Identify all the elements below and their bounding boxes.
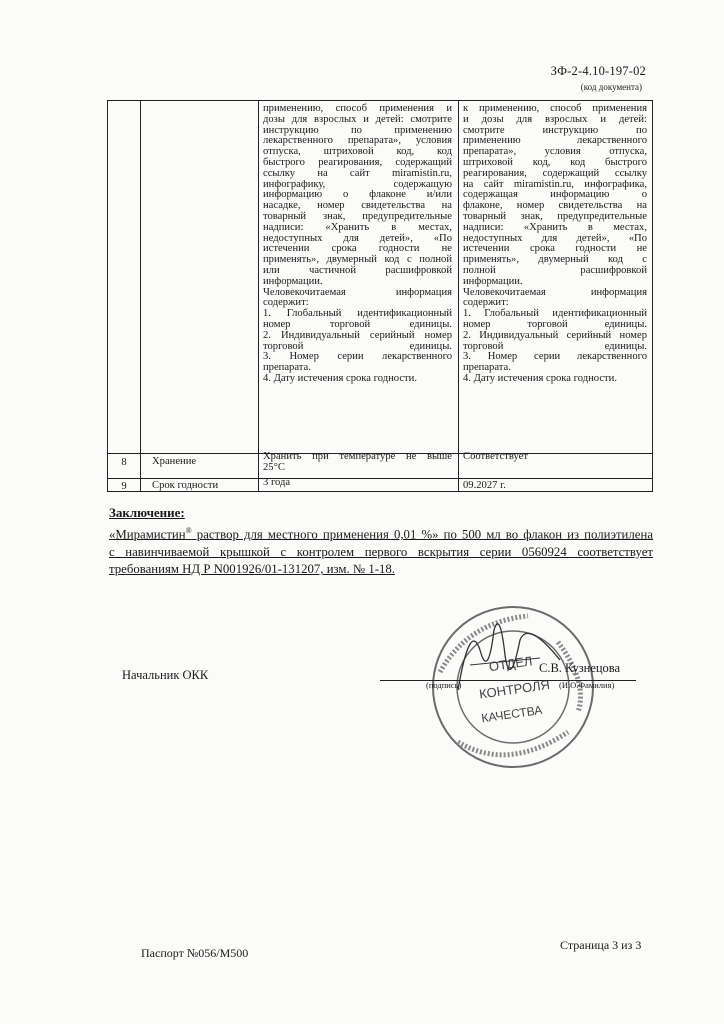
- stamp-line-1: ОТДЕЛ: [487, 653, 534, 675]
- requirement-cell-marking: [263, 104, 452, 385]
- result-text-line: Человекочитаемая информация: [463, 286, 647, 298]
- specification-table: [107, 100, 653, 492]
- requirement-text-line: 2. Индивидуальный серийный номер: [263, 329, 452, 341]
- requirement-text-line: содержит:: [263, 297, 309, 309]
- signature-caption: (подпись): [426, 680, 462, 690]
- requirement-text-line: или частичной расшифровкой: [263, 264, 452, 276]
- requirement-text-line: истечении срока годности не: [263, 243, 452, 255]
- result-text-line: смотрите инструкцию по: [463, 124, 647, 136]
- document-code: ЗФ-2-4.10-197-02: [550, 64, 646, 78]
- result-text-line: недоступных для детей», «По: [463, 232, 647, 244]
- requirement-text-line: лекарственного препарата», условия: [263, 135, 452, 147]
- stamp-line-3: КАЧЕСТВА: [480, 702, 544, 726]
- result-text-line: применению лекарственного: [463, 135, 647, 147]
- row-9-number: 9: [121, 481, 127, 492]
- conclusion-line-1: «Мирамистин® раствор для местного применения 0,01 %» по 500 мл во флакон из полиэтилена: [109, 526, 653, 542]
- requirement-text-line: информацию о флаконе и/или: [263, 189, 452, 201]
- row-8-requirement-line2: 25°С: [263, 461, 285, 473]
- conclusion-title: Заключение:: [109, 505, 185, 520]
- document-code-caption: (код документа): [580, 82, 642, 92]
- requirement-text-line: номер торговой единицы.: [263, 318, 452, 330]
- conclusion-line-2: с навинчиваемой крышкой с контролем первого вскрытия серии 0560924 соответствует: [109, 544, 653, 559]
- result-text-line: флаконе, номер свидетельства на: [463, 200, 647, 212]
- requirement-text-line: быстрого реагирования, содержащий: [263, 156, 452, 168]
- result-text-line: надписи: «Хранить в местах,: [463, 221, 647, 233]
- result-text-line: 1. Глобальный идентификационный: [463, 308, 647, 320]
- conclusion-line-3: требованиям НД Р N001926/01-131207, изм. № 1-18.: [109, 562, 395, 577]
- signer-name: С.В. Кузнецова: [539, 661, 621, 675]
- requirement-text-line: 3. Номер серии лекарственного: [263, 351, 452, 363]
- requirement-text-line: применять», двумерный код с полной: [263, 254, 452, 266]
- requirement-text-line: информации.: [263, 275, 323, 287]
- result-text-line: полной расшифровкой: [463, 264, 647, 276]
- result-text-line: содержащая информацию о: [463, 189, 647, 201]
- page-number: Страница 3 из 3: [560, 938, 642, 952]
- requirement-text-line: инструкцию по применению: [263, 124, 452, 136]
- result-text-line: истечении срока годности не: [463, 243, 647, 255]
- requirement-text-line: 1. Глобальный идентификационный: [263, 308, 452, 320]
- requirement-text-line: дозы для взрослых и детей: смотрите: [263, 113, 452, 125]
- result-text-line: применять», двумерный код с: [463, 254, 647, 266]
- result-text-line: препарата», условия отпуска,: [463, 146, 647, 158]
- result-text-line: и дозы для взрослых и детей:: [463, 113, 647, 125]
- result-text-line: на сайт miramistin.ru, инфографика,: [463, 178, 647, 190]
- result-text-line: штриховой код, код быстрого: [463, 156, 647, 168]
- row-8-result: Соответствует: [463, 451, 529, 462]
- result-text-line: реагирования, содержащий ссылку: [463, 167, 647, 179]
- result-text-line: информации.: [463, 275, 523, 287]
- requirement-text-line: недоступных для детей», «По: [263, 232, 452, 244]
- requirement-text-line: торговой единицы.: [263, 340, 452, 352]
- result-text-line: препарата.: [463, 362, 511, 374]
- stamp-line-2: КОНТРОЛЯ: [478, 676, 551, 702]
- requirement-text-line: Человекочитаемая информация: [263, 286, 452, 298]
- passport-number: Паспорт №056/М500: [141, 946, 249, 960]
- requirement-text-line: применению, способ применения и: [263, 103, 452, 114]
- handwritten-signature-icon: [450, 610, 570, 700]
- result-cell-marking: [463, 104, 647, 385]
- result-text-line: 2. Индивидуальный серийный номер: [463, 329, 647, 341]
- row-9-name: Срок годности: [152, 480, 219, 491]
- requirement-text-line: насадке, номер свидетельства на: [263, 200, 452, 212]
- requirement-text-line: отпуска, штриховой код, код: [263, 146, 452, 158]
- name-caption: (И.О.Фамилия): [559, 680, 615, 690]
- requirement-text-line: ссылку на сайт miramistin.ru,: [263, 167, 452, 179]
- requirement-text-line: инфографику, содержащую: [263, 178, 452, 190]
- requirement-text-line: товарный знак, предупредительные: [263, 210, 452, 222]
- result-text-line: 4. Дату истечения срока годности.: [463, 372, 617, 384]
- requirement-text-line: 4. Дату истечения срока годности.: [263, 372, 417, 384]
- row-9-requirement: 3 года: [263, 477, 291, 488]
- result-text-line: 3. Номер серии лекарственного: [463, 351, 647, 363]
- result-text-line: к применению, способ применения: [463, 103, 647, 114]
- requirement-text-line: препарата.: [263, 362, 311, 374]
- row-9-result: 09.2027 г.: [463, 480, 506, 491]
- result-text-line: товарный знак, предупредительные: [463, 210, 647, 222]
- row-8-name: Хранение: [152, 456, 197, 467]
- row-8-requirement: [263, 452, 452, 474]
- row-8-number: 8: [121, 457, 127, 468]
- requirement-text-line: надписи: «Хранить в местах,: [263, 221, 452, 233]
- row-8-requirement-line1: Хранить при температуре не выше: [263, 451, 452, 462]
- conclusion-text: [109, 522, 653, 579]
- signer-position: Начальник ОКК: [122, 668, 209, 682]
- result-text-line: номер торговой единицы.: [463, 318, 647, 330]
- result-text-line: торговой единицы.: [463, 340, 647, 352]
- result-text-line: содержит:: [463, 297, 509, 309]
